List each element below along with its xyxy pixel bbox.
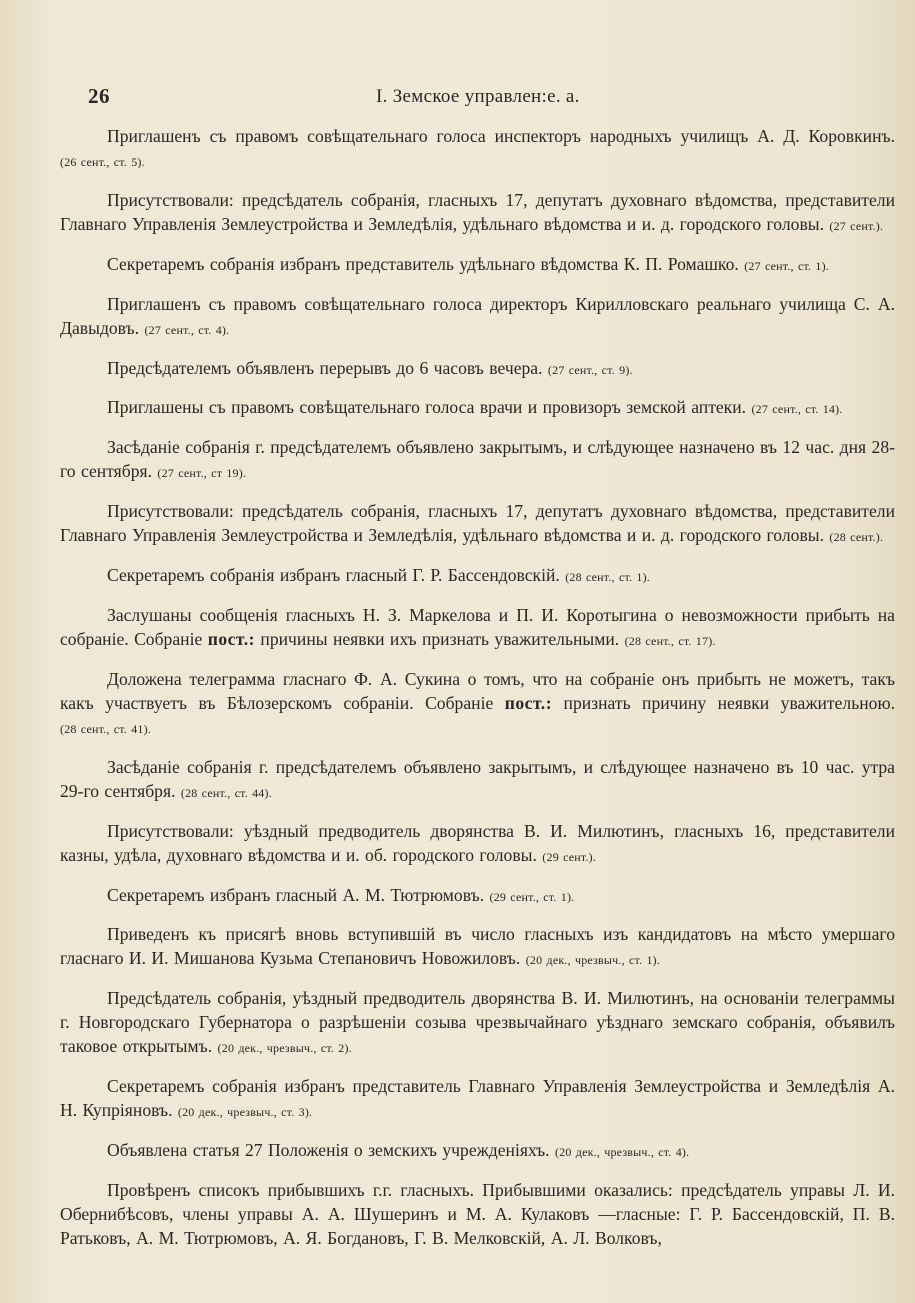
- paragraph: Предсѣдатель собранія, уѣздный предводитель дворянства В. И. Милютинъ, на основаніи телеграммы г. Новгородскаго Губернатора о разрѣшеніи созыва чрезвычайнаго уѣзднаго земскаго собранія, объявилъ таковое открытымъ. (20 дек., чрезвыч., ст. 2).: [60, 988, 895, 1057]
- paragraph: Секретаремъ избранъ гласный А. М. Тютрюмовъ. (29 сент., ст. 1).: [107, 884, 575, 905]
- reference: (29 сент.).: [542, 849, 597, 864]
- reference: (27 сент.).: [829, 218, 884, 233]
- reference: (28 сент., ст. 41).: [60, 721, 152, 736]
- paragraph: Секретаремъ собранія избранъ представитель Главнаго Управленія Землеустройства и Земледѣлія А. Н. Купріяновъ. (20 дек., чрезвыч., ст. 3).: [60, 1076, 895, 1121]
- paragraph: Приглашенъ съ правомъ совѣщательнаго голоса директоръ Кирилловскаго реальнаго училища С. А. Давыдовъ. (27 сент., ст. 4).: [60, 293, 895, 338]
- paragraph: Объявлена статья 27 Положенія о земскихъ учрежденіяхъ. (20 дек., чрезвыч., ст. 4).: [107, 1140, 690, 1161]
- paragraph: Засѣданіе собранія г. предсѣдателемъ объявлено закрытымъ, и слѣдующее назначено въ 10 час. утра 29-го сентября. (28 сент., ст. 44).: [60, 756, 895, 801]
- reference: (27 сент., ст. 4).: [144, 322, 230, 337]
- reference: (28 сент.).: [829, 530, 884, 545]
- reference: (27 сент., ст. 9).: [547, 362, 633, 377]
- paragraph: Приглашенъ съ правомъ совѣщательнаго голоса инспекторъ народныхъ училищъ А. Д. Коровкинъ. (26 сент., ст. 5).: [60, 126, 895, 169]
- reference: (27 сент., ст. 14).: [751, 402, 843, 417]
- paragraph: Секретаремъ собранія избранъ гласный Г. Р. Бассендовскій. (28 сент., ст. 1).: [107, 565, 651, 586]
- paragraph: Засѣданіе собранія г. предсѣдателемъ объявлено закрытымъ, и слѣдующее назначено въ 12 час. дня 28-го сентября. (27 сент., ст 19).: [60, 437, 895, 482]
- running-title: I. Земское управлен:е. а.: [376, 86, 580, 107]
- reference: (20 дек., чрезвыч., ст. 1).: [525, 953, 661, 968]
- page-body: [60, 124, 895, 1264]
- paragraph: Приглашены съ правомъ совѣщательнаго голоса врачи и провизоръ земской аптеки. (27 сент., ст. 14).: [107, 397, 843, 418]
- reference: (27 сент., ст 19).: [157, 466, 247, 481]
- reference: (20 дек., чрезвыч., ст. 4).: [554, 1145, 690, 1160]
- emphasis: пост.:: [207, 629, 256, 650]
- reference: (20 дек., чрезвыч., ст. 3).: [177, 1105, 313, 1120]
- page-number: 26: [88, 84, 110, 108]
- reference: (27 сент., ст. 1).: [744, 258, 830, 273]
- reference: (20 дек., чрезвыч., ст. 2).: [217, 1041, 352, 1056]
- paragraph: Доложена телеграмма гласнаго Ф. А. Сукина о томъ, что на собраніе онъ прибыть не можетъ, такъ какъ участвуетъ въ Бѣлозерскомъ собраніи. Собраніе пост.: признать причину неявки уважительною. (28 сент., ст. 41).: [60, 668, 895, 736]
- paragraph: Присутствовали: уѣздный предводитель дворянства В. И. Милютинъ, гласныхъ 16, представители казны, удѣла, духовнаго вѣдомства и и. об. городского головы. (29 сент.).: [60, 820, 895, 865]
- paragraph: Провѣренъ списокъ прибывшихъ г.г. гласныхъ. Прибывшими оказались: предсѣдатель управы Л. И. Обернибѣсовъ, члены управы А. А. Шушеринъ и М. А. Кулаковъ —гласные: Г. Р. Бассендовскій, П. В. Ратьковъ, А. М. Тютрюмовъ, А. Я. Богдановъ, Г. В. Мелковскій, А. Л. Волковъ,: [60, 1180, 895, 1249]
- reference: (28 сент., ст. 17).: [624, 634, 716, 649]
- paragraph: Секретаремъ собранія избранъ представитель удѣльнаго вѣдомства К. П. Ромашко. (27 сент., ст. 1).: [107, 253, 830, 274]
- reference: (28 сент., ст. 1).: [565, 570, 651, 585]
- page-header: [88, 84, 848, 114]
- paragraph: Заслушаны сообщенія гласныхъ Н. З. Маркелова и П. И. Коротыгина о невозможности прибыть на собраніе. Собраніе пост.: причины неявки ихъ признать уважительными. (28 сент., ст. 17).: [60, 605, 895, 650]
- emphasis: пост.:: [504, 692, 553, 713]
- reference: (29 сент., ст. 1).: [489, 889, 575, 904]
- reference: (26 сент., ст. 5).: [60, 155, 145, 169]
- paragraph: Приведенъ къ присягѣ вновь вступившій въ число гласныхъ изъ кандидатовъ на мѣсто умершаго гласнаго И. И. Мишанова Кузьма Степановичъ Новожиловъ. (20 дек., чрезвыч., ст. 1).: [60, 924, 895, 969]
- reference: (28 сент., ст. 44).: [180, 785, 272, 800]
- paragraph: Предсѣдателемъ объявленъ перерывъ до 6 часовъ вечера. (27 сент., ст. 9).: [107, 357, 633, 378]
- paragraph: Присутствовали: предсѣдатель собранія, гласныхъ 17, депутатъ духовнаго вѣдомства, представители Главнаго Управленія Землеустройства и Земледѣлія, удѣльнаго вѣдомства и и. д. городского головы. (28 сент.).: [60, 501, 895, 546]
- paragraph: Присутствовали: предсѣдатель собранія, гласныхъ 17, депутатъ духовнаго вѣдомства, представители Главнаго Управленія Землеустройства и Земледѣлія, удѣльнаго вѣдомства и и. д. городского головы. (27 сент.).: [60, 189, 895, 234]
